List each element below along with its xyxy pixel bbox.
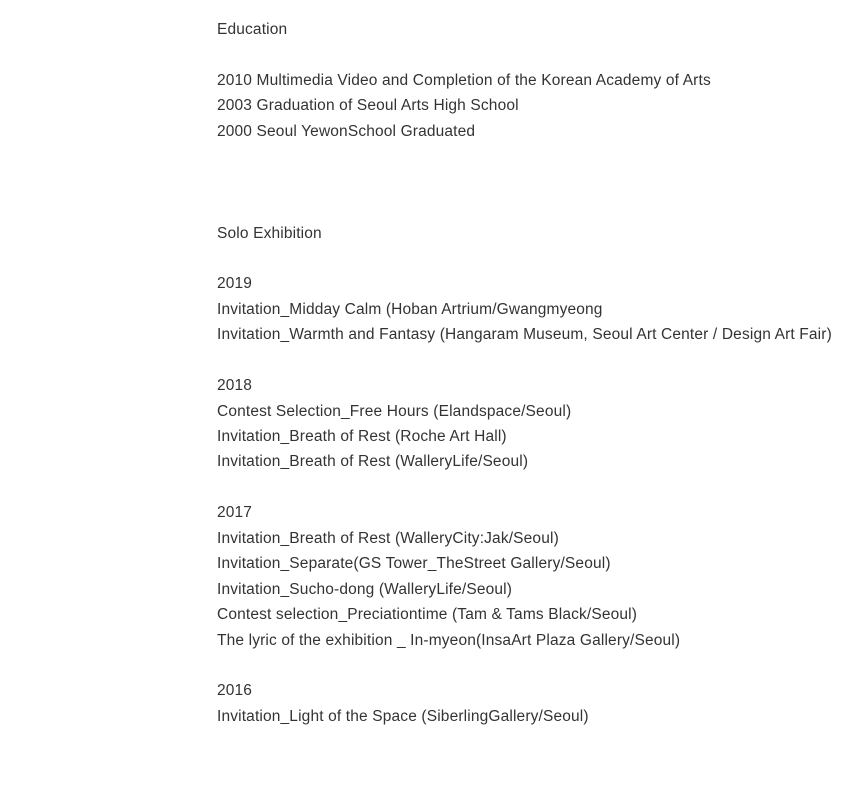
cv-entry: Invitation_Warmth and Fantasy (Hangaram Museum, Seoul Art Center / Design Art Fair) [217, 326, 832, 344]
entry-group [217, 68, 817, 144]
cv-section [217, 221, 832, 730]
year-heading: 2016 [217, 682, 253, 700]
entry-group [217, 678, 817, 729]
cv-entry: Invitation_Separate(GS Tower_TheStreet Gallery/Seoul) [217, 555, 611, 573]
entry-group [217, 271, 832, 347]
cv-entry: 2003 Graduation of Seoul Arts High School [217, 97, 519, 115]
year-heading: 2017 [217, 504, 253, 522]
cv-entry: 2000 Seoul YewonSchool Graduated [217, 122, 476, 140]
year-heading: 2019 [217, 275, 253, 293]
cv-entry: Invitation_Breath of Rest (WalleryLife/Seoul) [217, 453, 529, 471]
cv-entry: Contest Selection_Free Hours (Elandspace/Seoul) [217, 402, 572, 420]
year-heading: 2018 [217, 377, 253, 395]
cv-entry: The lyric of the exhibition _ In-myeon(InsaArt Plaza Gallery/Seoul) [217, 631, 681, 649]
cv-entry: Invitation_Midday Calm (Hoban Artrium/Gwangmyeong [217, 300, 603, 318]
entry-group [217, 500, 817, 653]
cv-text-block [217, 17, 832, 729]
cv-entry: Invitation_Sucho-dong (WalleryLife/Seoul) [217, 580, 513, 598]
cv-section [217, 17, 817, 144]
section-heading: Solo Exhibition [217, 224, 322, 242]
cv-entry: Invitation_Light of the Space (SiberlingGallery/Seoul) [217, 707, 589, 725]
cv-entry: 2010 Multimedia Video and Completion of the Korean Academy of Arts [217, 71, 711, 89]
section-heading: Education [217, 21, 288, 38]
cv-entry: Invitation_Breath of Rest (WalleryCity:Jak/Seoul) [217, 529, 559, 547]
cv-entry: Contest selection_Preciationtime (Tam & Tams Black/Seoul) [217, 606, 638, 624]
entry-group [217, 373, 817, 475]
cv-entry: Invitation_Breath of Rest (Roche Art Hall) [217, 428, 507, 446]
